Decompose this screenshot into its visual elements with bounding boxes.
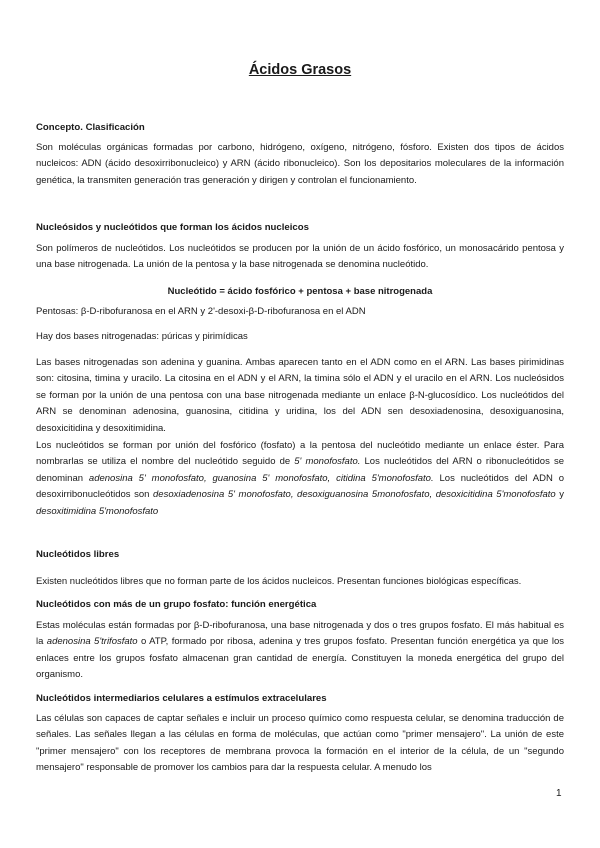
formula-nucleotido: Nucleótido = ácido fosfórico + pentosa + base nitrogenada [167, 286, 433, 297]
heading-concepto: Concepto. Clasificación [36, 122, 145, 133]
paragraph-funcion-energetica: Estas moléculas están formadas por β-D-ribofuranosa, una base nitrogenada y dos o tres grupos fosfato. El más habitual es la adenosina 5'trifosfato o ATP, formado por ribosa, adenina y tres grupos fosfato. Presentan función energética ya que los enlaces entre los grupos fosfato almacenan gran cantidad de energía. Constituyen la moneda energética del grupo del organismo. [36, 620, 564, 681]
paragraph-nucleotidos-nomenclatura: Los nucleótidos se forman por unión del fosfórico (fosfato) a la pentosa del nucleótido mediante un enlace éster. Para nombrarlas se utiliza el nombre del nucleótido seguido de 5' monofosfato. Los nucleótidos del ARN o ribonucleótidos se denominan adenosina 5' monofosfato, guanosina 5' monofosfato, citidina 5'monofosfato. Los nucleótidos del ADN o desoxirribonucleótidos son desoxiadenosina 5' monofosfato, desoxiguanosina 5monofosfato, desoxicitidina 5'monofosfato y desoxitimidina 5'monofosfato [36, 440, 565, 517]
paragraph-bases-nitrogenadas: Las bases nitrogenadas son adenina y guanina. Ambas aparecen tanto en el ADN como en el ARN. Las bases pirimidinas son: citosina, timina y uracilo. La citosina en el ADN y el ARN, la timina sólo el ADN y el uracilo en el ARN. Los nucleósidos se forman por la unión de una pentosa con una base nitrogenada mediante un enlace β-N-glucosídico. Los nucleótidos del ARN se denominan adenosina, guanosina, citidina y uridina, los del ADN sen desoxiadenosina, desoxiguanosina, desoxicitidina y desoxitimidina. [36, 357, 564, 434]
heading-funcion-energetica: Nucleótidos con más de un grupo fosfato: función energética [36, 599, 317, 610]
paragraph-concepto: Son moléculas orgánicas formadas por carbono, hidrógeno, oxígeno, nitrógeno, fósforo. Existen dos tipos de ácidos nucleicos: ADN (ácido desoxirribonucleico) y ARN (ácido ribonucleico). Son los depositarios moleculares de la información genética, la transmiten generación tras generación y dirigen y controlan el funcionamiento. [36, 142, 564, 186]
heading-intermediarios: Nucleótidos intermediarios celulares a estímulos extracelulares [36, 693, 327, 704]
paragraph-bases: Hay dos bases nitrogenadas: púricas y pirimídicas [36, 331, 248, 342]
heading-nucleosidos: Nucleósidos y nucleótidos que forman los ácidos nucleicos [36, 222, 309, 233]
paragraph-nucleotidos-libres: Existen nucleótidos libres que no forman parte de los ácidos nucleicos. Presentan funciones biológicas específicas. [36, 576, 522, 587]
paragraph-polimeros: Son polímeros de nucleótidos. Los nucleótidos se producen por la unión de un ácido fosfórico, un monosacárido pentosa y una base nitrogenada. La unión de la pentosa y la base nitrogenada se denomina nucleótido. [36, 243, 564, 271]
heading-nucleotidos-libres: Nucleótidos libres [36, 549, 120, 560]
page-number: 1 [556, 788, 562, 799]
paragraph-intermediarios: Las células son capaces de captar señales e incluir un proceso químico como respuesta celular, se denomina traducción de señales. Las señales llegan a las células en forma de moléculas, que actúan como "primer mensajero". La unión de este "primer mensajero" con los receptores de membrana provoca la formación en el interior de la célula, de un "segundo mensajero" responsable de promover los cambios para dar la respuesta celular. A menudo los [36, 713, 564, 774]
document-title: Ácidos Grasos [248, 62, 352, 78]
paragraph-pentosas: Pentosas: β-D-ribofuranosa en el ARN y 2'-desoxi-β-D-ribofuranosa en el ADN [36, 306, 366, 317]
